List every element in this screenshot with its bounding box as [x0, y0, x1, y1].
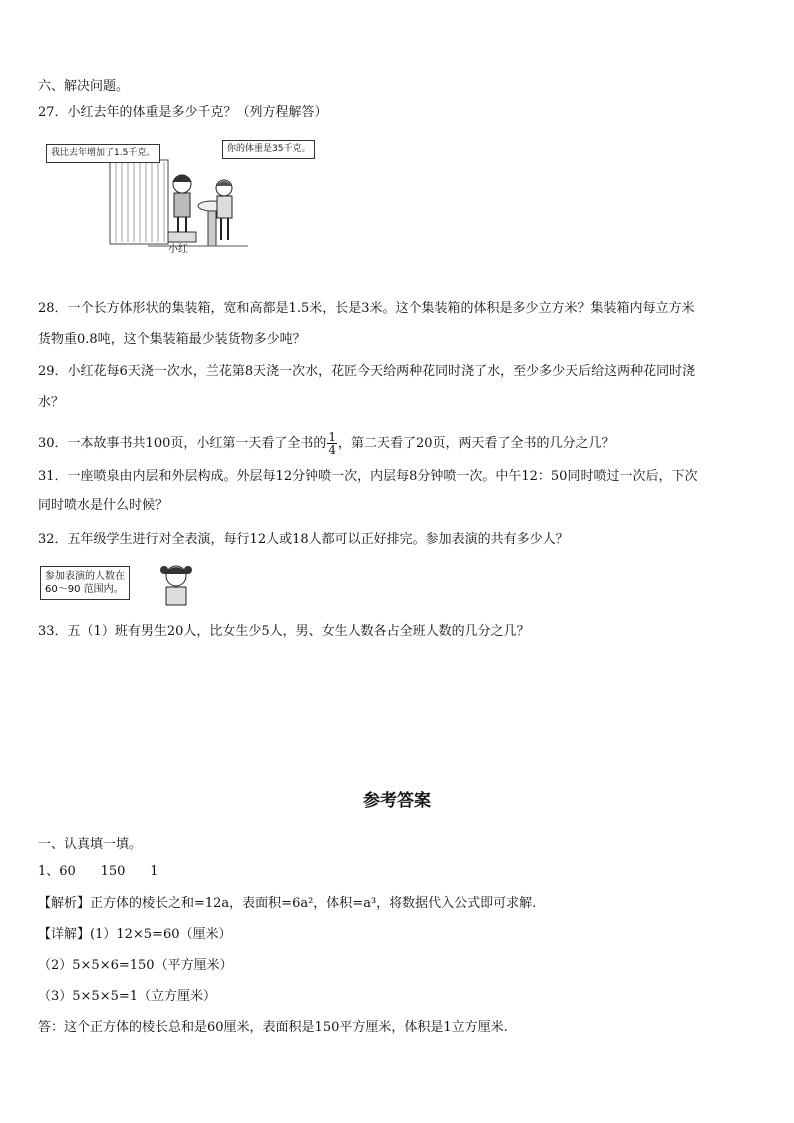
answer-detail: 【详解】(1）12×5=60（厘米）: [38, 927, 232, 942]
answer-conclusion: 答：这个正方体的棱长总和是60厘米，表面积是150平方厘米，体积是1立方厘米.: [38, 1020, 508, 1035]
question-27: 27．小红去年的体重是多少千克？（列方程解答）: [38, 105, 328, 120]
girl-drawing: [154, 560, 204, 606]
section-heading: 六、解决问题。: [38, 79, 130, 94]
speech-bubble-left: 我比去年增加了1.5千克。: [46, 144, 160, 163]
bubble-line-2: 60～90 范围内。: [45, 584, 124, 595]
answer-step3: （3）5×5×5=1（立方厘米）: [38, 989, 217, 1004]
question-29-line1: 29．小红花每6天浇一次水，兰花第8天浇一次水，花匠今天给两种花同时浇了水，至少多少天后给这两种花同时浇: [38, 364, 696, 379]
question-28-line1: 28．一个长方体形状的集装箱，宽和高都是1.5米，长是3米。这个集装箱的体积是多少立方米？集装箱内每立方米: [38, 301, 695, 316]
question-30-before: 30．一本故事书共100页，小红第一天看了全书的: [38, 436, 327, 451]
answers-section1: 一、认真填一填。: [38, 837, 143, 852]
question-29-line2: 水？: [38, 395, 65, 410]
answer-1: 1、60 150 1: [38, 864, 159, 879]
fraction-numerator: 1: [328, 430, 336, 444]
bubble-line-1: 参加表演的人数在: [45, 571, 125, 582]
answers-title: 参考答案: [363, 791, 431, 811]
question-31-line2: 同时喷水是什么时候？: [38, 498, 169, 513]
question-30-after: ，第二天看了20页，两天看了全书的几分之几？: [338, 436, 615, 451]
q32-illustration: [38, 560, 208, 606]
speech-bubble-range: [40, 566, 130, 600]
question-32: 32．五年级学生进行对全表演，每行12人或18人都可以正好排完。参加表演的共有多少人？: [38, 532, 569, 547]
illustration-caption: 小红: [168, 244, 188, 255]
answer-step2: （2）5×5×6=150（平方厘米）: [38, 958, 233, 973]
fraction-one-quarter: [327, 431, 337, 456]
question-30: [38, 431, 615, 456]
question-33: 33．五（1）班有男生20人，比女生少5人，男、女生人数各占全班人数的几分之几？: [38, 624, 530, 639]
answer-analysis: 【解析】正方体的棱长之和=12a，表面积=6a²，体积=a³，将数据代入公式即可求解.: [38, 896, 537, 911]
question-28-line2: 货物重0.8吨，这个集装箱最少装货物多少吨？: [38, 332, 306, 347]
fraction-denominator: 4: [328, 443, 336, 457]
question-31-line1: 31．一座喷泉由内层和外层构成。外层每12分钟喷一次，内层每8分钟喷一次。中午12：50同时喷过一次后，下次: [38, 469, 698, 484]
q27-illustration: [38, 128, 338, 256]
speech-bubble-right: 你的体重是35千克。: [222, 140, 315, 159]
